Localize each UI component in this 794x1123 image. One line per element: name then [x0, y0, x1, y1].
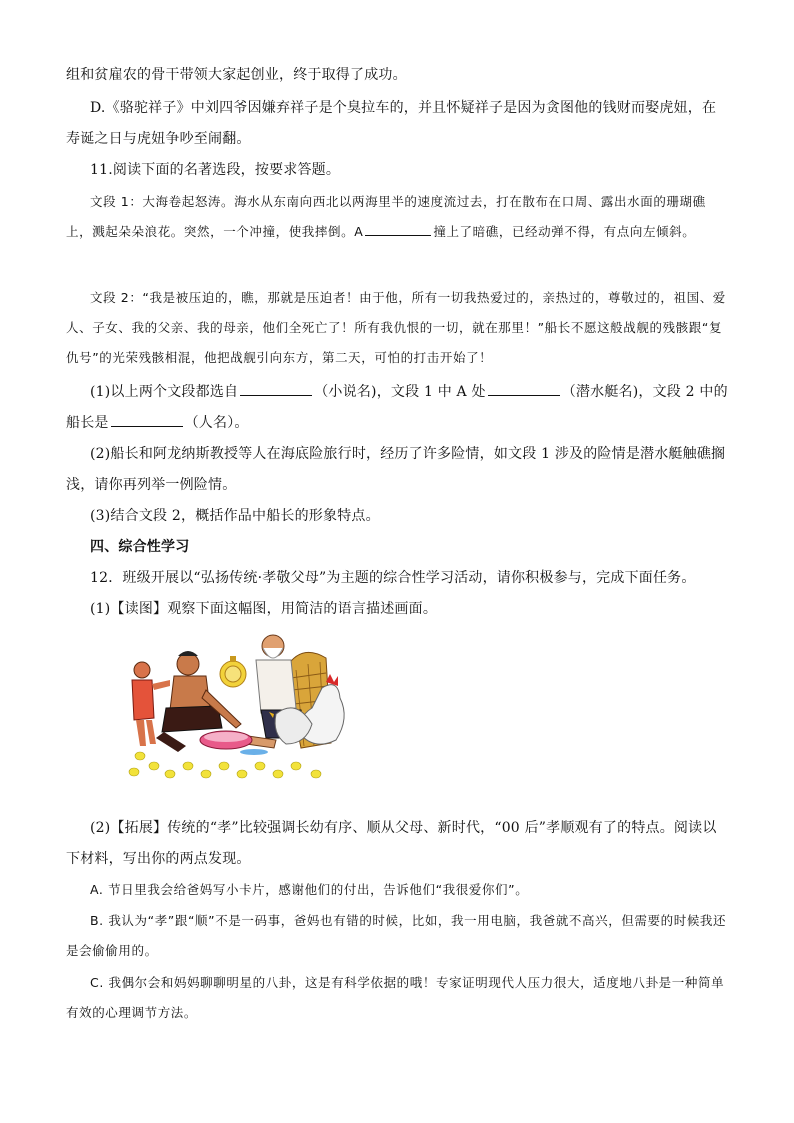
- lantern-emblem: [220, 656, 246, 687]
- answer-blank-novel: [240, 381, 312, 396]
- answer-blank-submarine: [488, 381, 560, 396]
- question-11: 11.阅读下面的名著选段，按要求答题。: [90, 162, 341, 178]
- water-splash: [240, 749, 268, 755]
- question-12: 12．班级开展以“弘扬传统·孝敬父母”为主题的综合性学习活动，请你积极参与，完成下面任务。: [90, 570, 696, 586]
- question-12-1: (1)【读图】观察下面这幅图，用简洁的语言描述画面。: [90, 601, 438, 617]
- q1-text-c: （潜水艇名)，文段 2 中的船长是: [66, 384, 728, 431]
- question-11-1: [66, 377, 728, 439]
- option-d: D.《骆驼祥子》中刘四爷因嫌弃祥子是个臭拉车的，并且怀疑祥子是因为贪图他的钱财而娶虎妞，在寿诞之日与虎妞争吵至闹翻。: [66, 100, 717, 147]
- material-c: C. 我偶尔会和妈妈聊聊明星的八卦，这是有科学依据的哦！专家证明现代人压力很大，适度地八卦是一种简单有效的心理调节方法。: [66, 975, 725, 1020]
- answer-blank-captain: [111, 412, 183, 427]
- material-b: B. 我认为“孝”跟“顺”不是一码事，爸妈也有错的时候，比如，我一用电脑，我爸就不高兴，但需要的时候我还是会偷偷用的。: [66, 913, 727, 958]
- material-a: A. 节日里我会给爸妈写小卡片，感谢他们的付出，告诉他们“我很爱你们”。: [90, 882, 529, 897]
- chicks: [129, 752, 321, 778]
- passage-1: [66, 187, 728, 247]
- passage-1-text-a: 文段 1：大海卷起怒涛。海水从东南向西北以两海里半的速度流过去，打在散布在口周、露出水面的珊瑚礁上，溅起朵朵浪花。突然，一个冲撞，使我摔倒。A: [66, 194, 706, 239]
- wash-basin: [200, 731, 252, 749]
- q1-text-b: （小说名)，文段 1 中 A 处: [314, 384, 486, 400]
- question-11-3: (3)结合文段 2，概括作品中船长的形象特点。: [90, 508, 380, 524]
- answer-blank-a: [365, 221, 431, 236]
- q1-text-d: （人名）。: [184, 415, 249, 431]
- passage-1-text-b: 撞上了暗礁，已经动弹不得，有点向左倾斜。: [433, 224, 696, 239]
- filial-piety-illustration: [126, 628, 356, 784]
- section-4-heading: 四、综合性学习: [90, 539, 190, 555]
- q1-text-a: (1)以上两个文段都选自: [90, 384, 239, 400]
- question-11-2: (2)船长和阿龙纳斯教授等人在海底险旅行时，经历了许多险情，如文段 1 涉及的险情是潜水艇触礁搁浅，请你再列举一例险情。: [66, 446, 726, 493]
- text-line-continuation: 组和贫雇农的骨干带领大家起创业，终于取得了成功。: [66, 67, 407, 83]
- question-12-2: (2)【拓展】传统的“孝”比较强调长幼有序、顺从父母、新时代，“00 后”孝顺观有了的特点。阅读以下材料，写出你的两点发现。: [66, 820, 717, 867]
- passage-2: 文段 2：“我是被压迫的，瞧，那就是压迫者！由于他，所有一切我热爱过的，亲热过的，尊敬过的，祖国、爱人、子女、我的父亲、我的母亲，他们全死亡了！所有我仇恨的一切，就在那里！”船长不愿这般战舰的残骸跟“复仇号”的光荣残骸相混，他把战舰引向东方，第二天，可怕的打击开始了！: [66, 290, 726, 365]
